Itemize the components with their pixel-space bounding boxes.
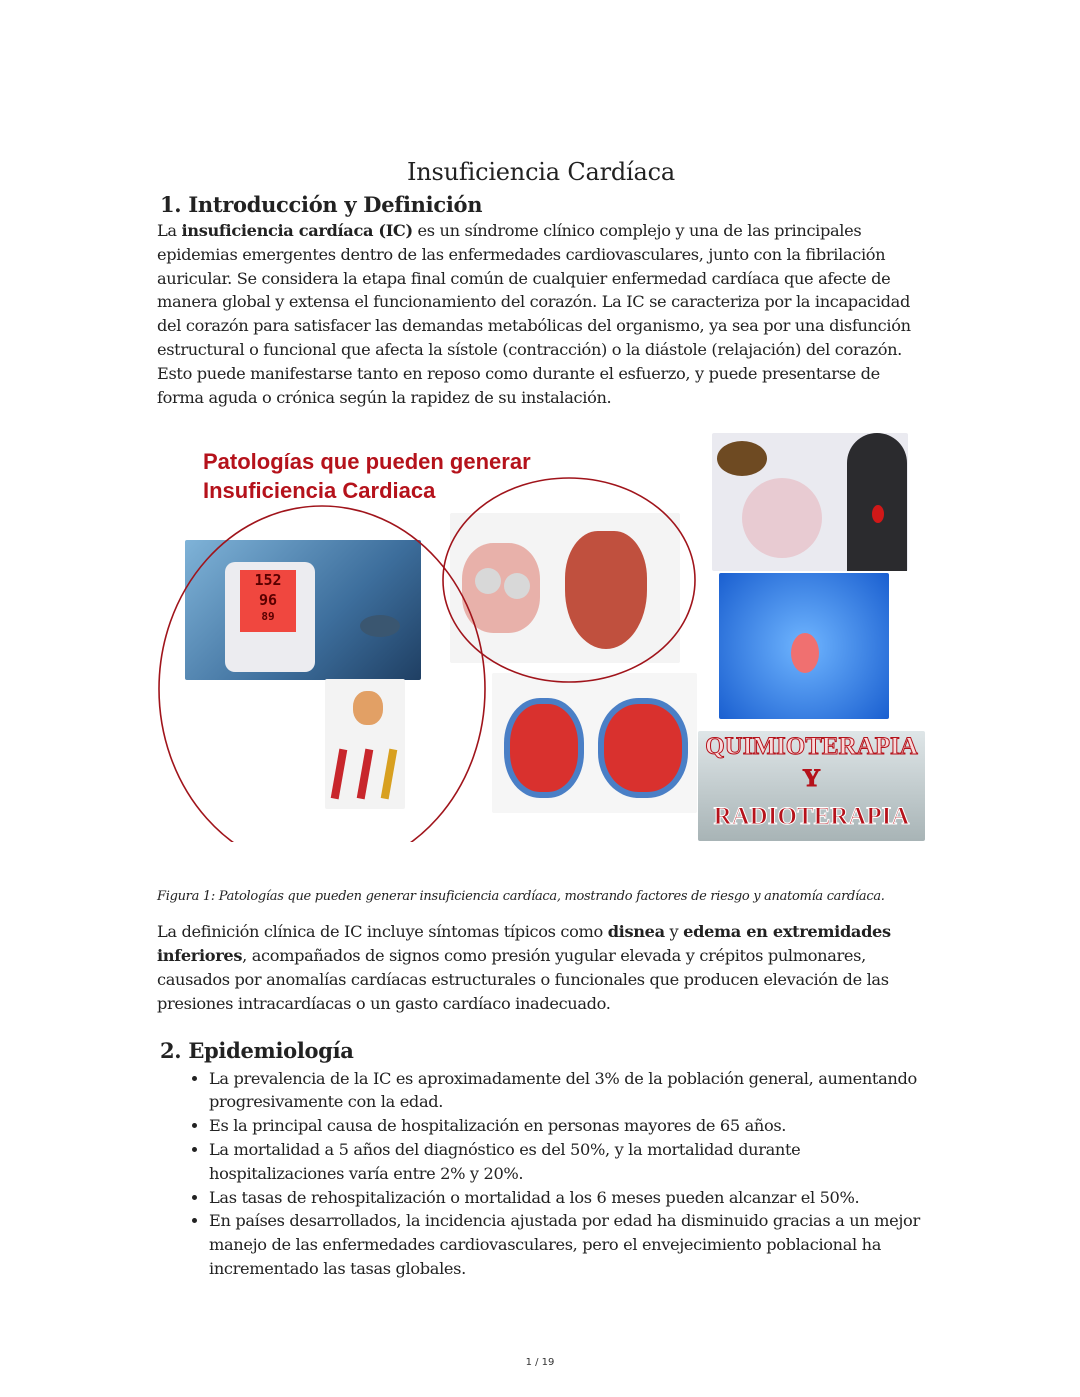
text: , acompañados de signos como presión yugular elevada y crépitos pulmonares, causados por anomalías cardíacas estructurales o funcionales que producen elevación de las presiones intracardíacas o un gasto cardíaco inadecuado. [157, 946, 889, 1013]
congenital-heart-image [719, 573, 889, 719]
bold-term: insuficiencia cardíaca (IC) [181, 221, 413, 240]
therapy-label-radio: RADIOTERAPIA [713, 803, 910, 831]
atherosclerosis-image [325, 679, 405, 809]
text: es un síndrome clínico complejo y una de las principales epidemias emergentes dentro de las enfermedades cardiovasculares, junto con la fibrilación auricular. Se considera la etapa final común de cualquier enfermedad cardíaca que afecte de manera global y extensa el funcionamiento del corazón. La IC se caracteriza por la incapacidad del corazón para satisfacer las demandas metabólicas del organismo, ya sea por una disfunción estructural o funcional que afecta la sístole (contracción) o la diástole (relajación) del corazón. Esto puede manifestarse tanto en reposo como durante el esfuerzo, y puede presentarse de forma aguda o crónica según la rapidez de su instalación. [157, 221, 911, 407]
figure-pathologies [157, 427, 927, 847]
therapy-label-and: Y [802, 765, 821, 793]
figure-title [203, 447, 531, 505]
text: La definición clínica de IC incluye síntomas típicos como [157, 922, 608, 942]
figure-title-line1: Patologías que pueden generar [203, 449, 531, 475]
text: y [664, 922, 684, 942]
diastolic-reading: 96 [258, 591, 278, 610]
chagas-disease-image [712, 433, 908, 571]
definition-paragraph [157, 920, 925, 1015]
list-item: • En países desarrollados, la incidencia ajustada por edad ha disminuido gracias a un mejor manejo de las enfermedades cardiovasculares, pero el envejecimiento poblacional ha incrementado las tasas globales. [209, 1209, 925, 1280]
list-item: • Las tasas de rehospitalización o mortalidad a los 6 meses pueden alcanzar el 50%. [209, 1186, 925, 1210]
section-heading-epidemiology: 2. Epidemiología [160, 1037, 354, 1063]
intro-paragraph [157, 219, 925, 409]
figure-caption: Figura 1: Patologías que pueden generar insuficiencia cardíaca, mostrando factores de riesgo y anatomía cardíaca. [157, 889, 885, 905]
document-title: Insuficiencia Cardíaca [407, 158, 675, 186]
cardiomyopathy-image [492, 673, 697, 813]
figure-title-line2: Insuficiencia Cardiaca [203, 478, 436, 504]
bold-term: edema en extremidades inferiores [157, 922, 891, 966]
bold-term: disnea [607, 922, 665, 942]
chemo-radiotherapy-image [698, 731, 925, 841]
text: La [157, 221, 182, 240]
pulse-reading: 89 [261, 610, 275, 624]
list-item: • La mortalidad a 5 años del diagnóstico es del 50%, y la mortalidad durante hospitalizaciones varía entre 2% y 20%. [209, 1138, 925, 1186]
blood-pressure-monitor-image [185, 540, 421, 680]
document-page [157, 158, 925, 1281]
epidemiology-list [157, 1067, 925, 1281]
section-heading-intro: 1. Introducción y Definición [160, 192, 483, 217]
list-item: • Es la principal causa de hospitalización en personas mayores de 65 años. [209, 1114, 925, 1138]
heart-valves-image [450, 513, 680, 663]
systolic-reading: 152 [254, 571, 282, 590]
list-item: • La prevalencia de la IC es aproximadamente del 3% de la población general, aumentando progresivamente con la edad. [209, 1067, 925, 1115]
page-number: 1 / 19 [525, 1357, 555, 1368]
therapy-label-chemo: QUIMIOTERAPIA [705, 733, 918, 761]
